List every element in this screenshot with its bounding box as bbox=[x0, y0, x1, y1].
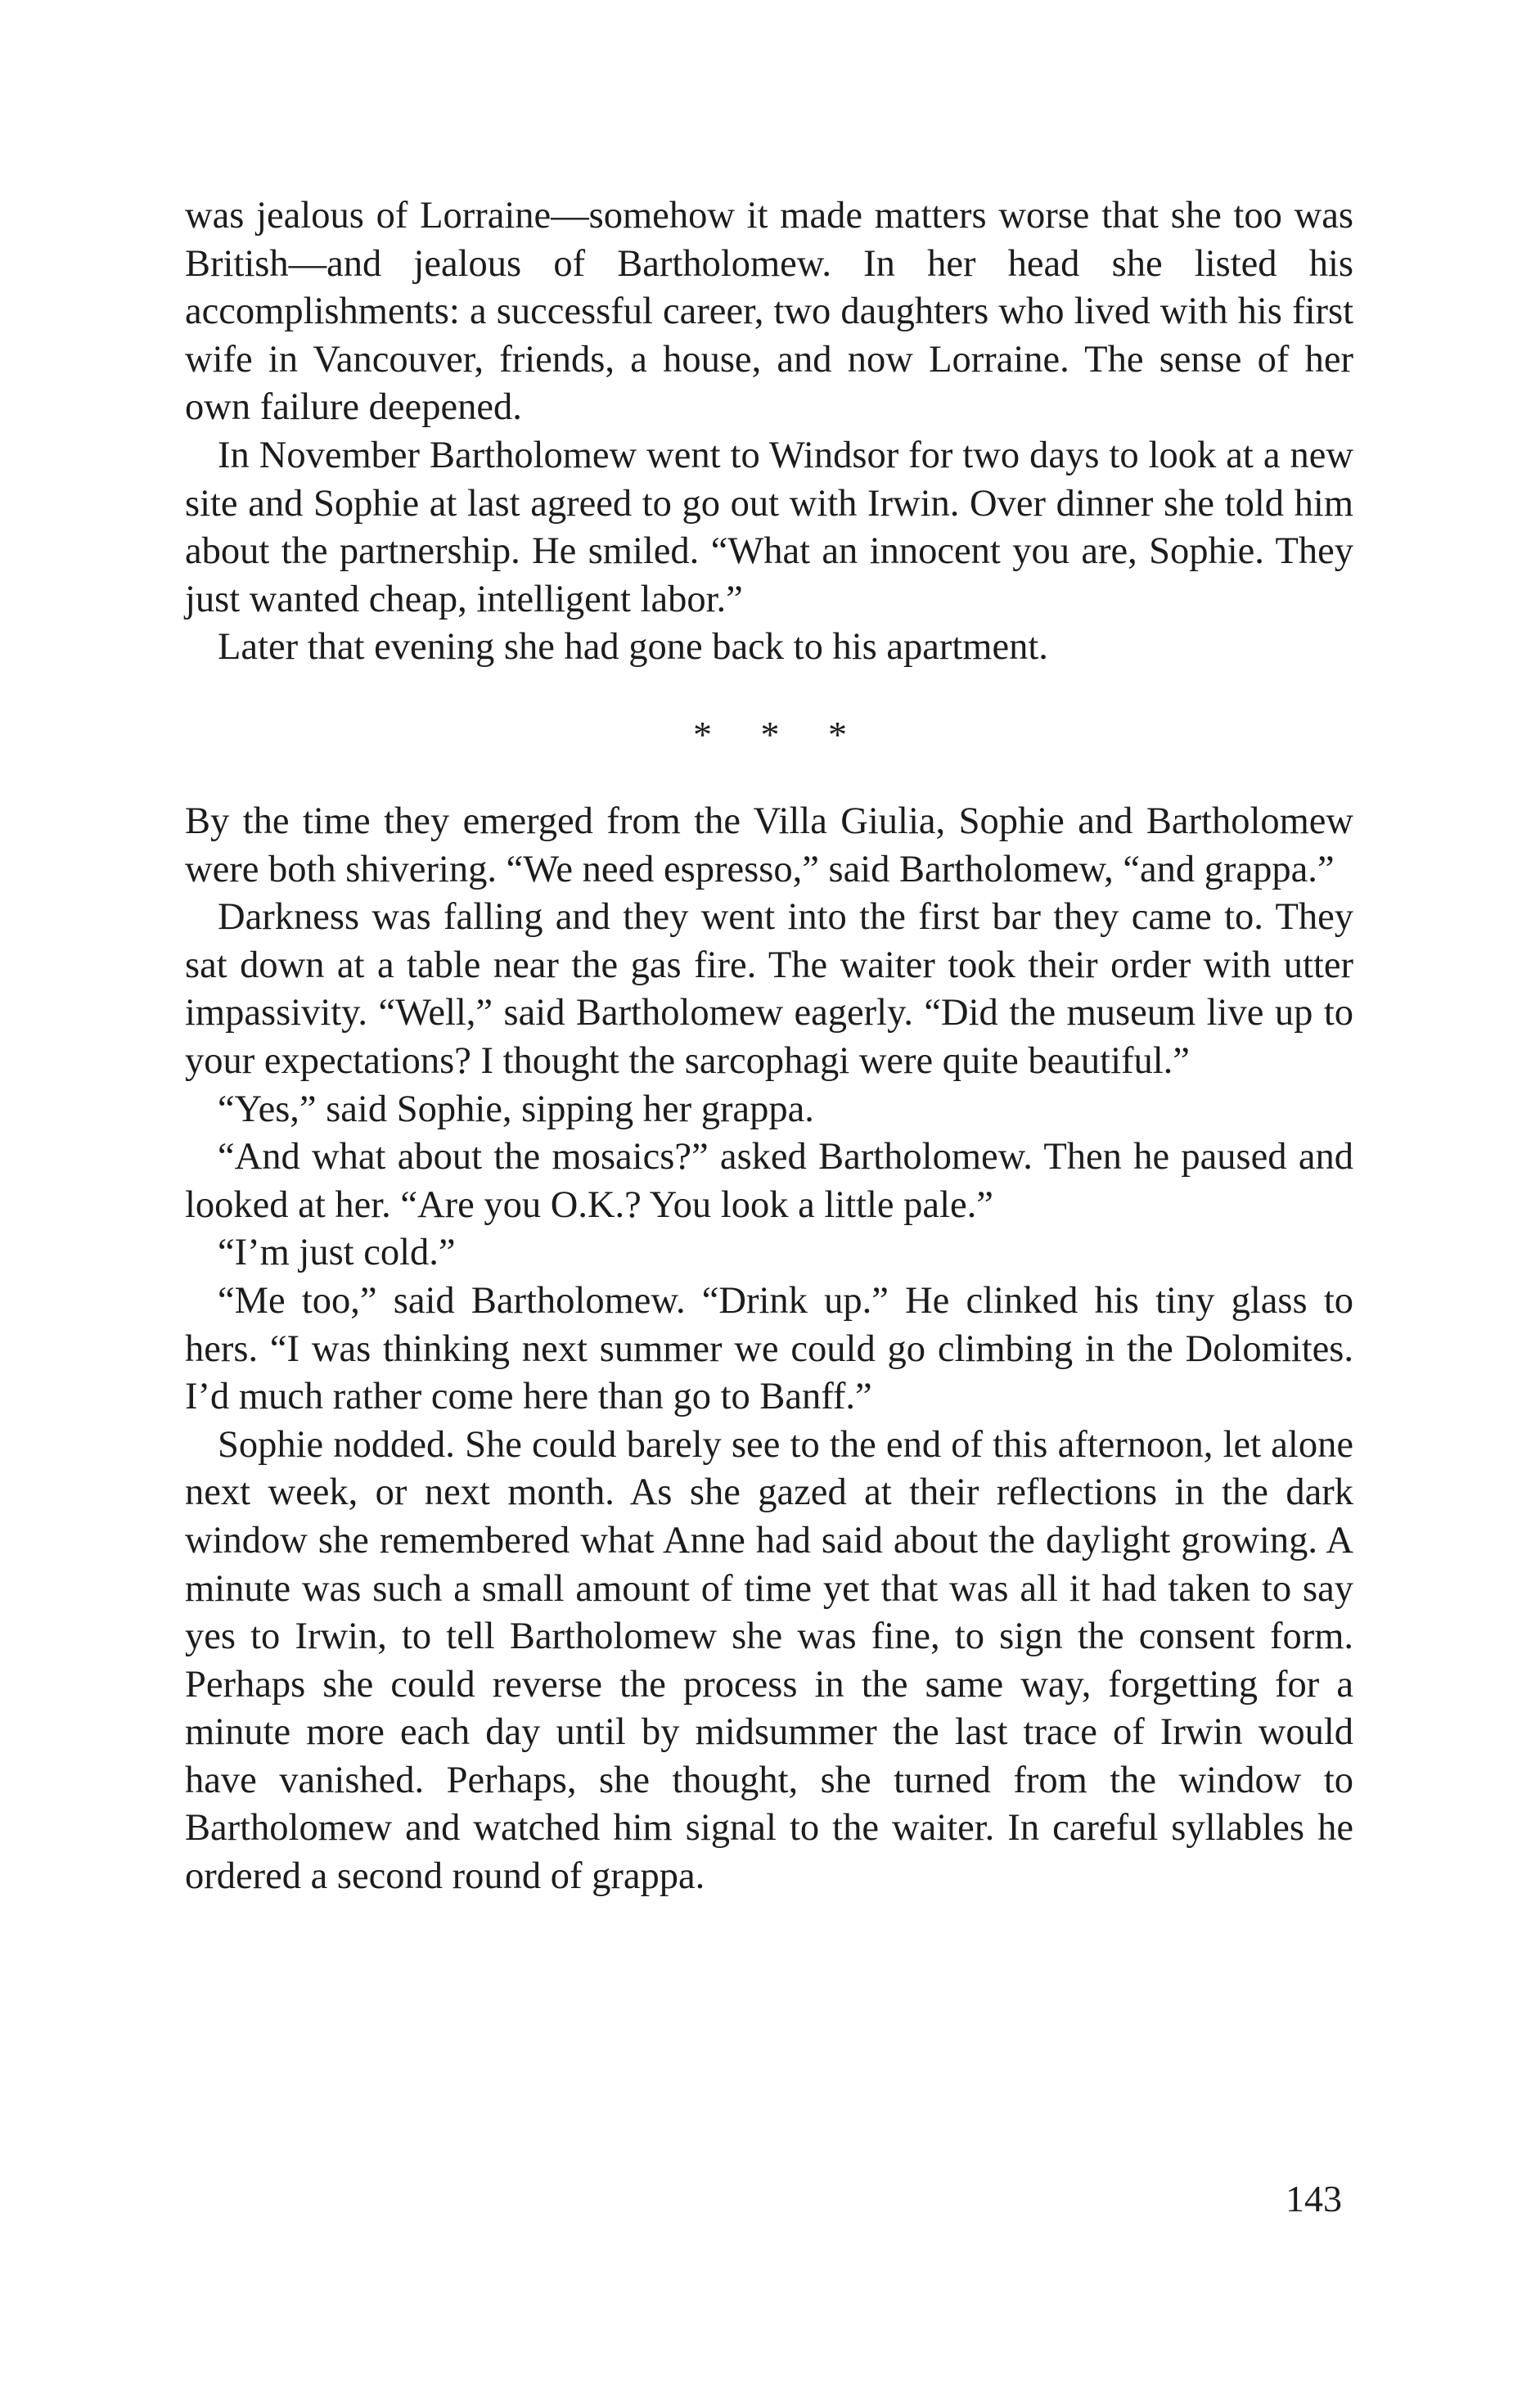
paragraph-me-too: “Me too,” said Bartholomew. “Drink up.” He clinked his tiny glass to hers. “I was thinking next summer we could go climbing in the Dolomites. I’d much rather come here than go to Banff.” bbox=[185, 1279, 1353, 1418]
paragraph-continuation: was jealous of Lorraine—somehow it made matters worse that she too was British—and jealous of Bartholomew. In her head she listed his accomplishments: a successful career, two daughters who lived with his first wife in Vancouver, friends, a house, and now Lorraine. The sense of her own failure deepened. bbox=[185, 195, 1353, 429]
paragraph-sophie-nodded: Sophie nodded. She could barely see to the end of this afternoon, let alone next week, or next month. As she gazed at their reflections in the dark window she remembered what Anne had said about the daylight growing. A minute was such a small amount of time yet that was all it had taken to say yes to Irwin, to tell Bartholomew she was fine, to sign the consent form. Perhaps she could reverse the process in the same way, forgetting for a minute more each day until by midsummer the last trace of Irwin would have vanished. Perhaps, she thought, she turned from the window to Bartholomew and watched him signal to the waiter. In careful syllables he ordered a second round of grappa. bbox=[185, 1423, 1353, 1898]
paragraph-november: In November Bartholomew went to Windsor for two days to look at a new site and Sophie at last agreed to go out with Irwin. Over dinner she told him about the partnership. He smiled. “What an innocent you are, Sophie. They just wanted cheap, intelligent labor.” bbox=[185, 434, 1353, 620]
paragraph-yes: “Yes,” said Sophie, sipping her grappa. bbox=[218, 1088, 814, 1130]
section-break-asterisk: * bbox=[693, 714, 712, 755]
section-break-asterisk: * bbox=[760, 714, 780, 755]
paragraph-later-evening: Later that evening she had gone back to his apartment. bbox=[218, 626, 1048, 669]
section-break-asterisk: * bbox=[828, 714, 847, 755]
text-block-before-break bbox=[185, 192, 1353, 672]
section-break bbox=[0, 710, 1540, 759]
paragraph-bar: Darkness was falling and they went into the first bar they came to. They sat down at a table near the gas fire. The waiter took their order with utter impassivity. “Well,” said Bartholomew eagerly. “Did the museum live up to your expectations? I thought the sarcophagi were quite beautiful.” bbox=[185, 896, 1353, 1082]
paragraph-villa-giulia: By the time they emerged from the Villa Giulia, Sophie and Bartholomew were both shivering. “We need espresso,” said Bartholomew, “and grappa.” bbox=[185, 800, 1353, 890]
paragraph-mosaics: “And what about the mosaics?” asked Bartholomew. Then he paused and looked at her. “Are you O.K.? You look a little pale.” bbox=[185, 1136, 1353, 1226]
page-number: 143 bbox=[1286, 2178, 1342, 2219]
text-block-after-break bbox=[185, 798, 1353, 1901]
paragraph-cold: “I’m just cold.” bbox=[218, 1232, 456, 1274]
